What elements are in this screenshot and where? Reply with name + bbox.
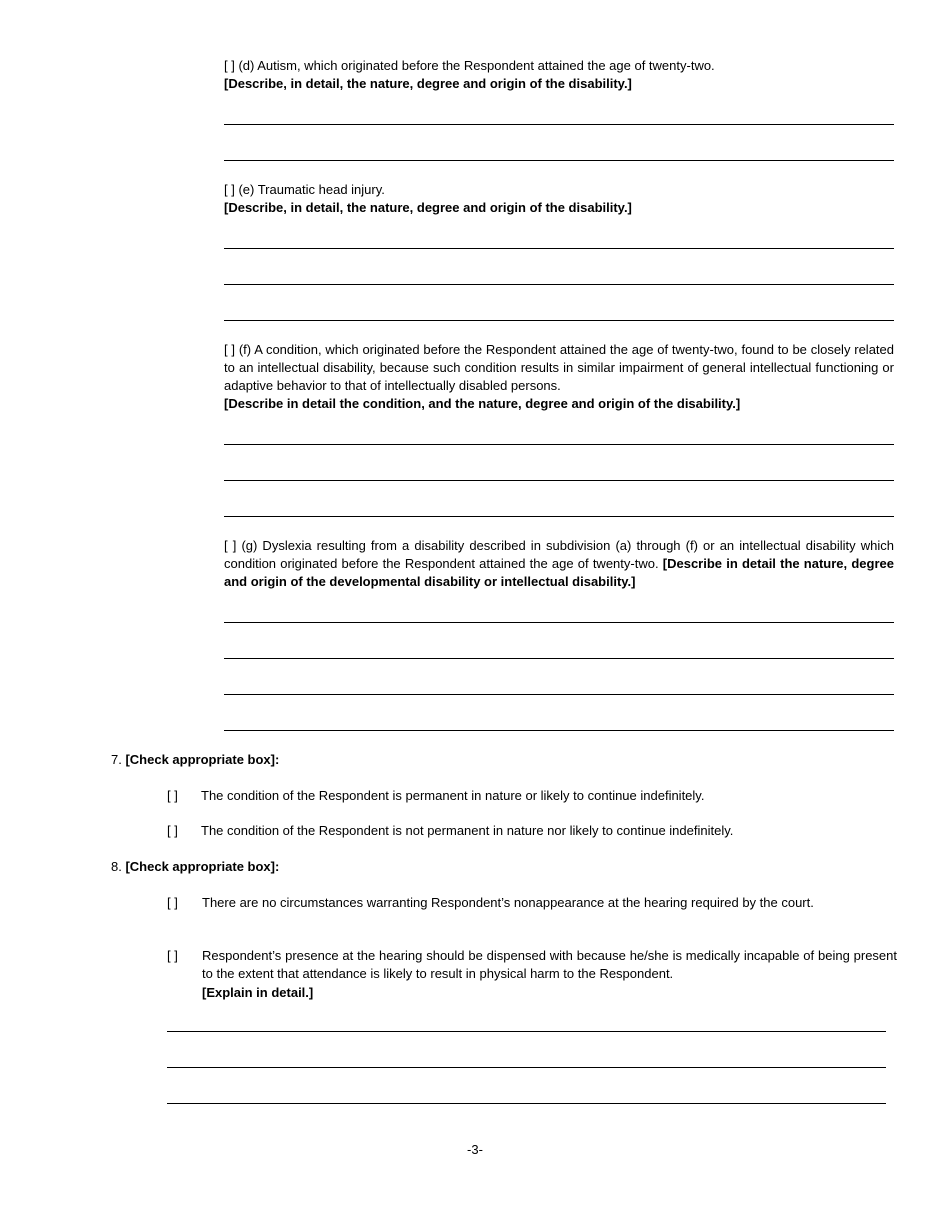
- item-e: [224, 181, 894, 217]
- section-8-number: 8.: [111, 859, 122, 874]
- answer-line-8-3[interactable]: [167, 1103, 886, 1104]
- answer-line-e3[interactable]: [224, 320, 894, 321]
- section-8-heading-text: [Check appropriate box]:: [125, 859, 280, 874]
- answer-line-f2[interactable]: [224, 480, 894, 481]
- item-g-instruction: [Describe in detail the nature, degree and origin of the developmental disability or intellectual disability.]: [224, 556, 894, 589]
- option-text: The condition of the Respondent is not permanent in nature nor likely to continue indefinitely.: [201, 823, 734, 838]
- section-8-option-1: [167, 894, 897, 912]
- page-number: -3-: [467, 1142, 483, 1157]
- item-e-text: [ ] (e) Traumatic head injury.: [224, 182, 385, 197]
- section-8-heading: [111, 858, 279, 876]
- section-8-option-2: [167, 947, 897, 1002]
- item-d-text: [ ] (d) Autism, which originated before the Respondent attained the age of twenty-two.: [224, 58, 715, 73]
- checkbox[interactable]: [ ]: [167, 788, 178, 803]
- answer-line-e2[interactable]: [224, 284, 894, 285]
- option-instruction: [Explain in detail.]: [202, 985, 314, 1000]
- checkbox[interactable]: [ ]: [167, 895, 178, 910]
- checkbox[interactable]: [ ]: [167, 948, 178, 963]
- answer-line-d1[interactable]: [224, 124, 894, 125]
- answer-line-d2[interactable]: [224, 160, 894, 161]
- item-d-instruction: [Describe, in detail, the nature, degree and origin of the disability.]: [224, 76, 632, 91]
- item-f-instruction: [Describe in detail the condition, and the nature, degree and origin of the disability.]: [224, 396, 741, 411]
- answer-line-g2[interactable]: [224, 658, 894, 659]
- section-7-option-1: [167, 787, 895, 805]
- option-text: The condition of the Respondent is permanent in nature or likely to continue indefinitely.: [201, 788, 705, 803]
- answer-line-f1[interactable]: [224, 444, 894, 445]
- answer-line-e1[interactable]: [224, 248, 894, 249]
- answer-line-8-1[interactable]: [167, 1031, 886, 1032]
- item-f: [224, 341, 894, 413]
- section-7-heading-text: [Check appropriate box]:: [125, 752, 280, 767]
- answer-line-g4[interactable]: [224, 730, 894, 731]
- section-7-option-2: [167, 822, 895, 840]
- answer-line-f3[interactable]: [224, 516, 894, 517]
- item-g-text: [ ] (g) Dyslexia resulting from a disability described in subdivision (a) through (f) or an intellectual disability which condition originated before the Respondent attained the age of twenty-two.: [224, 538, 894, 571]
- answer-line-g3[interactable]: [224, 694, 894, 695]
- answer-line-g1[interactable]: [224, 622, 894, 623]
- section-7-heading: [111, 751, 279, 769]
- checkbox[interactable]: [ ]: [167, 823, 178, 838]
- option-text: There are no circumstances warranting Respondent’s nonappearance at the hearing required by the court.: [202, 895, 814, 910]
- item-d: [224, 57, 894, 93]
- section-7-number: 7.: [111, 752, 122, 767]
- option-text: Respondent’s presence at the hearing should be dispensed with because he/she is medically incapable of being present to the extent that attendance is likely to result in physical harm to the Respondent.: [202, 948, 897, 981]
- item-f-text: [ ] (f) A condition, which originated before the Respondent attained the age of twenty-two, found to be closely related to an intellectual disability, because such condition results in similar impairment of general intellectual functioning or adaptive behavior to that of intellectually disabled persons.: [224, 342, 894, 393]
- item-e-instruction: [Describe, in detail, the nature, degree and origin of the disability.]: [224, 200, 632, 215]
- item-g: [224, 537, 894, 591]
- answer-line-8-2[interactable]: [167, 1067, 886, 1068]
